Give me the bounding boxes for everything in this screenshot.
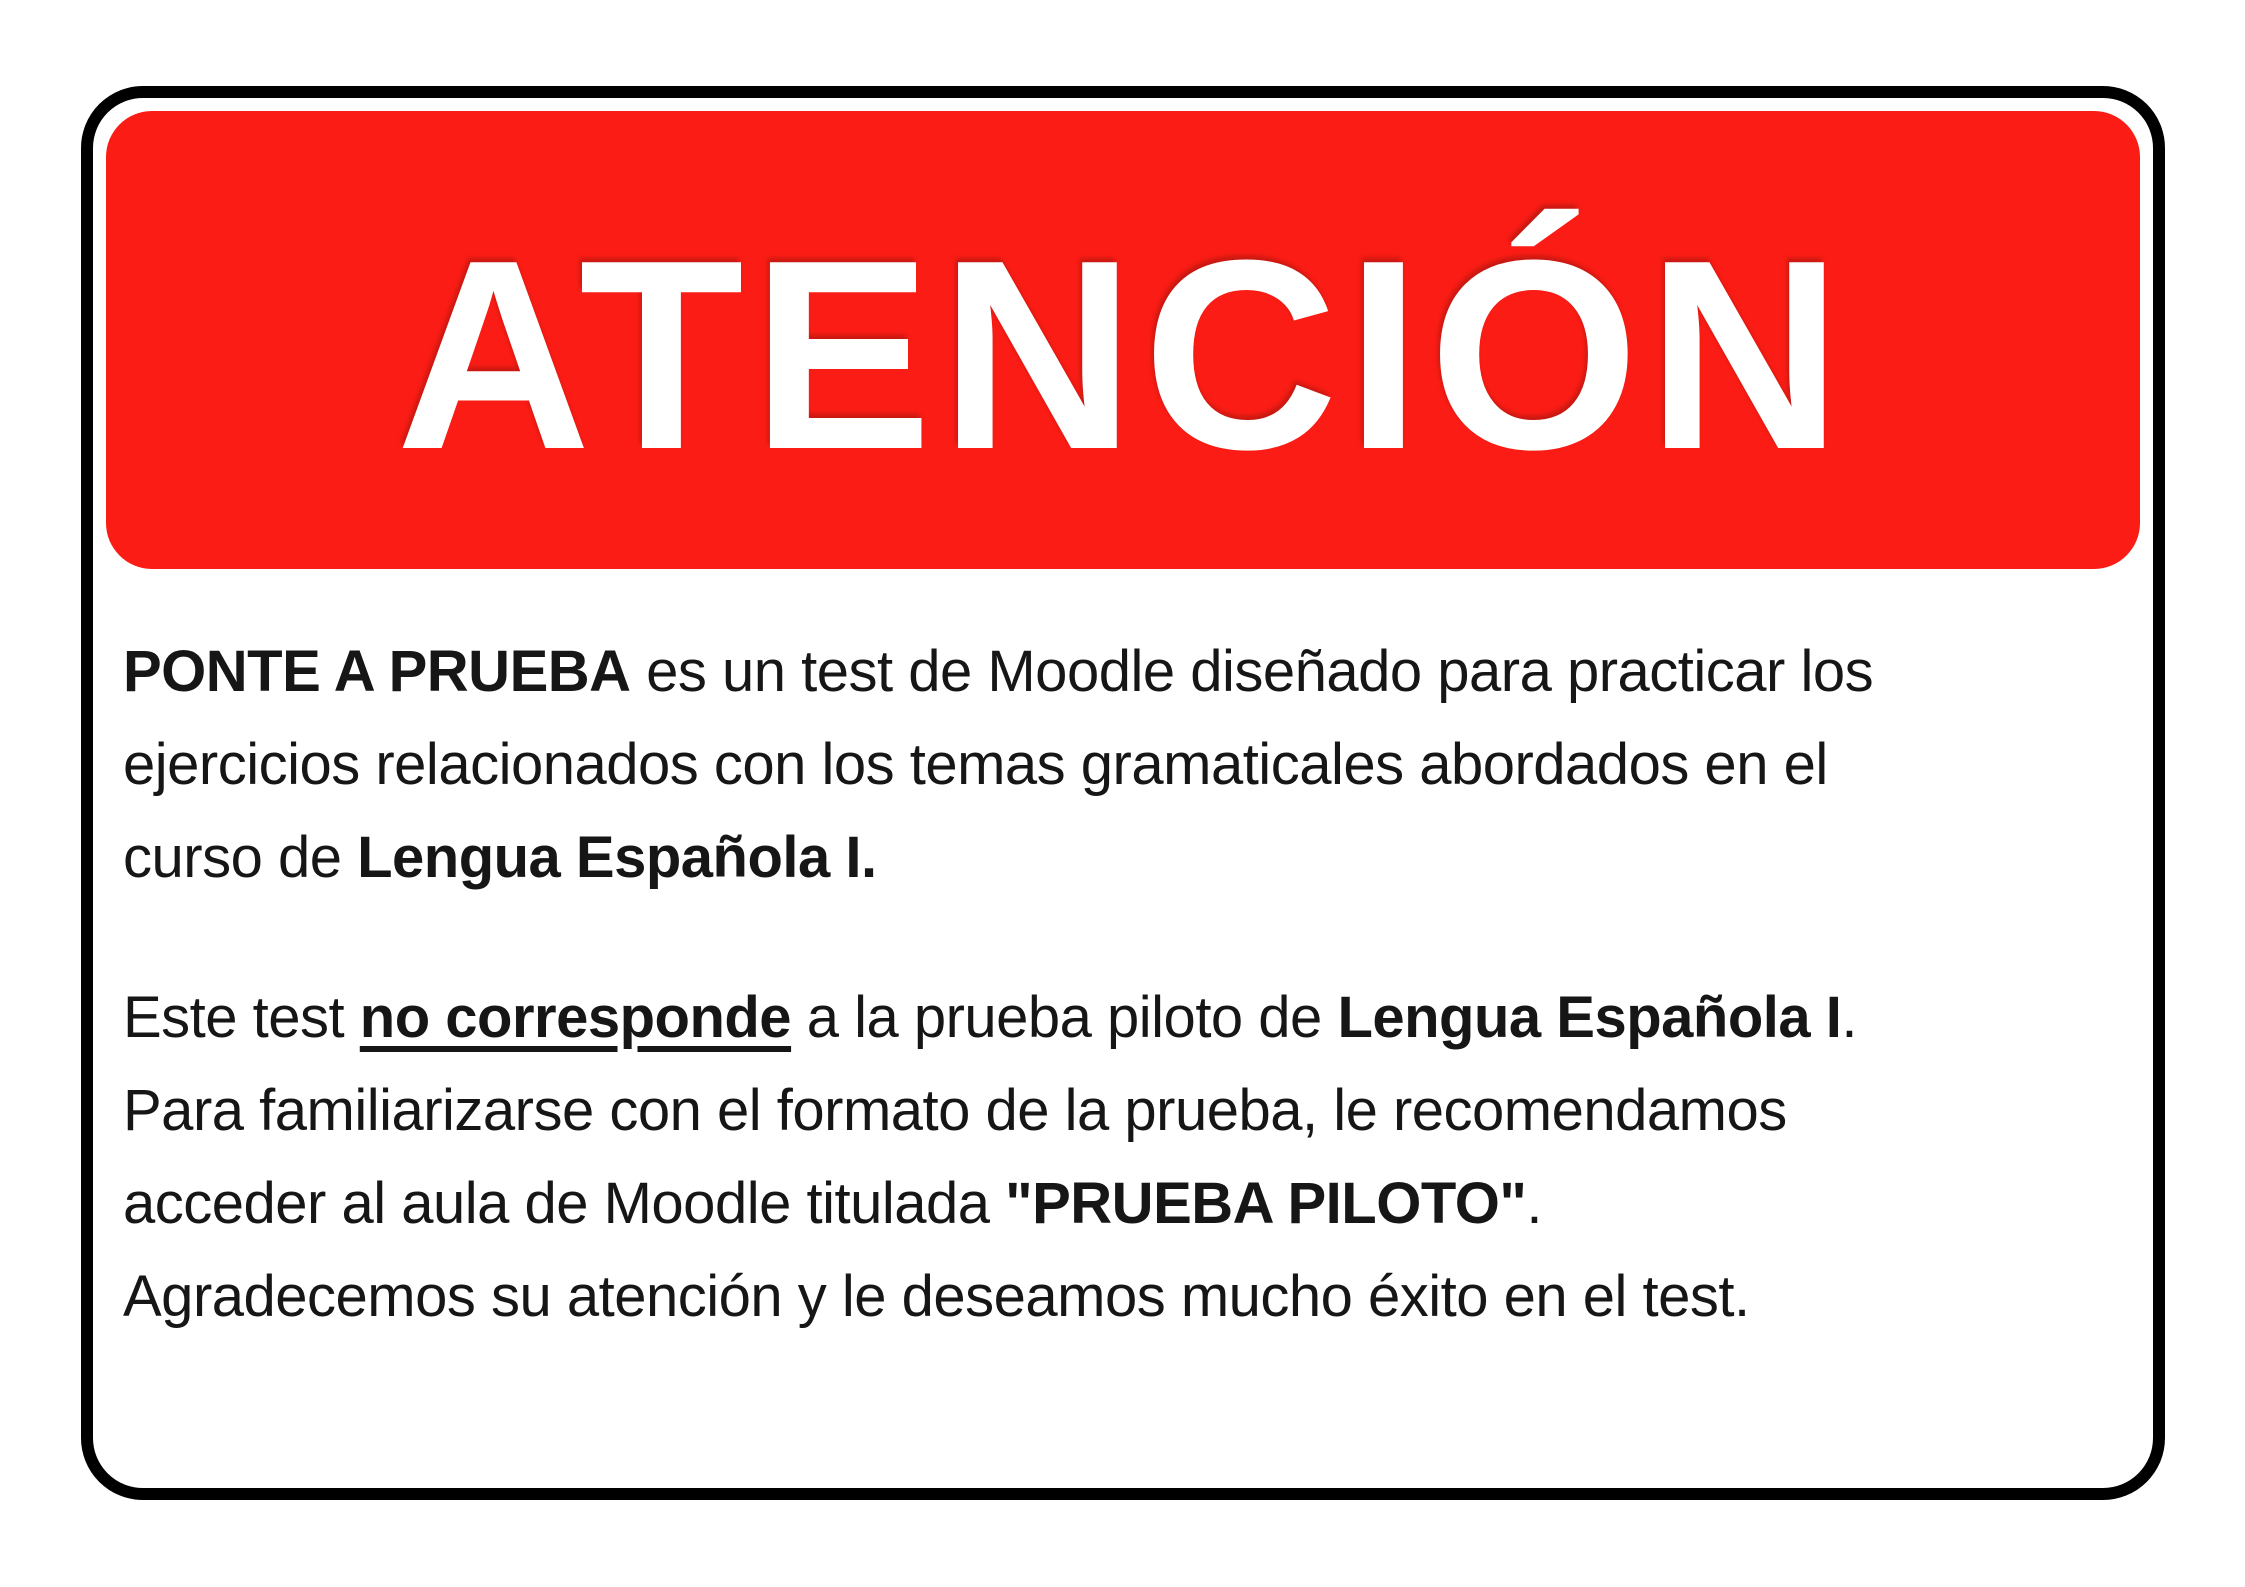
notice-paragraph-intro (123, 625, 2127, 904)
attention-banner (106, 111, 2140, 569)
text-segment: curso de (123, 825, 358, 890)
emphasis-text: PONTE A PRUEBA (123, 639, 631, 704)
text-segment: Para familiarizarse con el formato de la prueba, le recomendamos (123, 1078, 1787, 1143)
notice-card (81, 86, 2165, 1500)
emphasis-text: Lengua Española I. (357, 825, 877, 890)
emphasis-text: no corresponde (359, 985, 792, 1050)
emphasis-text: "PRUEBA PILOTO" (1005, 1171, 1527, 1236)
text-segment: Este test (123, 985, 360, 1050)
text-segment: . (1841, 985, 1857, 1050)
text-segment: acceder al aula de Moodle titulada (123, 1171, 1006, 1236)
notice-body (123, 625, 2127, 1343)
text-segment: es un test de Moodle diseñado para practicar los (630, 639, 1874, 704)
text-segment: a la prueba piloto de (791, 985, 1338, 1050)
emphasis-text: Lengua Española I (1337, 985, 1842, 1050)
text-segment: Agradecemos su atención y le deseamos mucho éxito en el test. (123, 1264, 1750, 1329)
text-segment: ejercicios relacionados con los temas gramaticales abordados en el (123, 732, 1828, 797)
text-segment: . (1526, 1171, 1542, 1236)
attention-title: ATENCIÓN (396, 205, 1850, 506)
notice-paragraph-warning (123, 971, 2127, 1343)
